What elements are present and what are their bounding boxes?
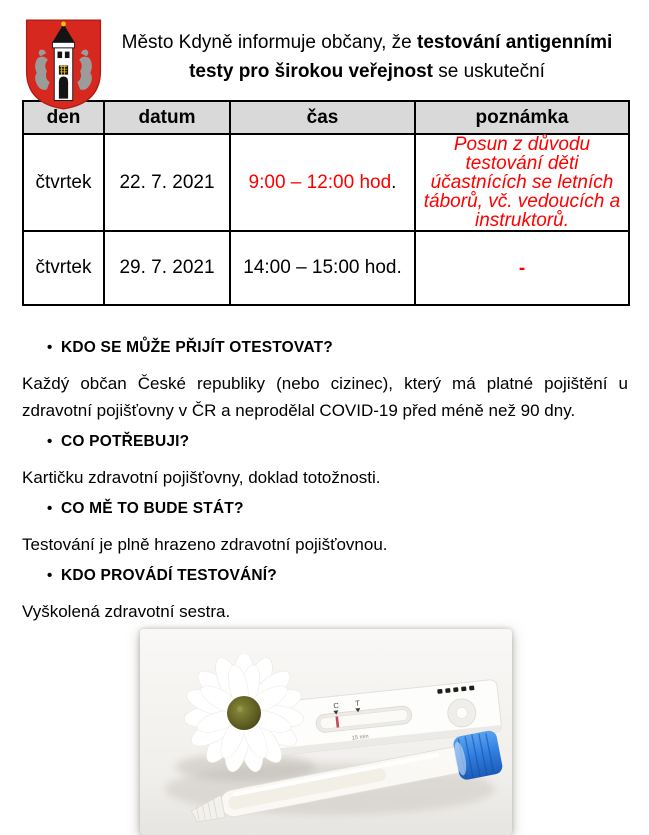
cell-cas (230, 134, 415, 231)
cell-poznamka: Posun z důvodu testování děti účastnících se letních táborů, vč. vedoucích a instruktorů. (415, 134, 629, 231)
cell-den: čtvrtek (23, 134, 104, 231)
bullet-icon: • (47, 433, 53, 450)
page-header (0, 0, 649, 96)
covid-test-kit-photo (140, 629, 512, 835)
column-header-den: den (23, 101, 104, 134)
column-header-cas: čas (230, 101, 415, 134)
bullet-icon: • (47, 500, 53, 517)
cassette-timer-label: 15 min (351, 733, 369, 742)
testing-schedule-table (22, 100, 630, 306)
faq-answer: Testování je plně hrazeno zdravotní pojišťovnou. (22, 535, 388, 554)
faq-question (47, 433, 628, 451)
title-line2-bold: testy pro širokou veřejnost (189, 61, 433, 82)
title-line1-bold: testování antigenními (417, 32, 613, 53)
cell-datum: 22. 7. 2021 (104, 134, 230, 231)
faq-question-text: KDO PROVÁDÍ TESTOVÁNÍ? (61, 567, 277, 584)
faq-question (47, 339, 628, 357)
faq-question-text: CO MĚ TO BUDE STÁT? (61, 500, 244, 517)
column-header-poznamka: poznámka (415, 101, 629, 134)
table-row (23, 231, 629, 305)
table-row (23, 134, 629, 231)
bullet-icon: • (47, 339, 53, 356)
faq-question-text: KDO SE MŮŽE PŘIJÍT OTESTOVAT? (61, 339, 333, 356)
title-line2-regular: se uskuteční (432, 61, 545, 82)
cassette-c-label: C (332, 700, 340, 711)
faq-question-text: CO POTŘEBUJI? (61, 433, 190, 450)
faq-question (47, 500, 628, 518)
cell-cas: 14:00 – 15:00 hod. (230, 231, 415, 305)
bullet-icon: • (47, 567, 53, 584)
title-line1-regular: Město Kdyně informuje občany, že (121, 32, 418, 53)
cell-den: čtvrtek (23, 231, 104, 305)
kdyne-coat-of-arms-icon (22, 17, 105, 112)
cell-poznamka: - (415, 231, 629, 305)
table-header-row (23, 101, 629, 134)
column-header-datum: datum (104, 101, 230, 134)
faq-section (0, 339, 649, 625)
faq-answer: Kartičku zdravotní pojišťovny, doklad totožnosti. (22, 468, 381, 487)
time-value: 9:00 – 12:00 hod (248, 171, 392, 193)
faq-answer: Každý občan České republiky (nebo cizinec), který má platné pojištění u zdravotní pojišťovny v ČR a neprodělal COVID-19 před méně než 90 dny. (22, 374, 628, 420)
faq-answer: Vyškolená zdravotní sestra. (22, 602, 231, 621)
faq-question (47, 567, 628, 585)
cell-datum: 29. 7. 2021 (104, 231, 230, 305)
cassette-t-label: T (354, 698, 361, 709)
page-title (105, 17, 635, 86)
time-suffix: . (391, 171, 397, 193)
